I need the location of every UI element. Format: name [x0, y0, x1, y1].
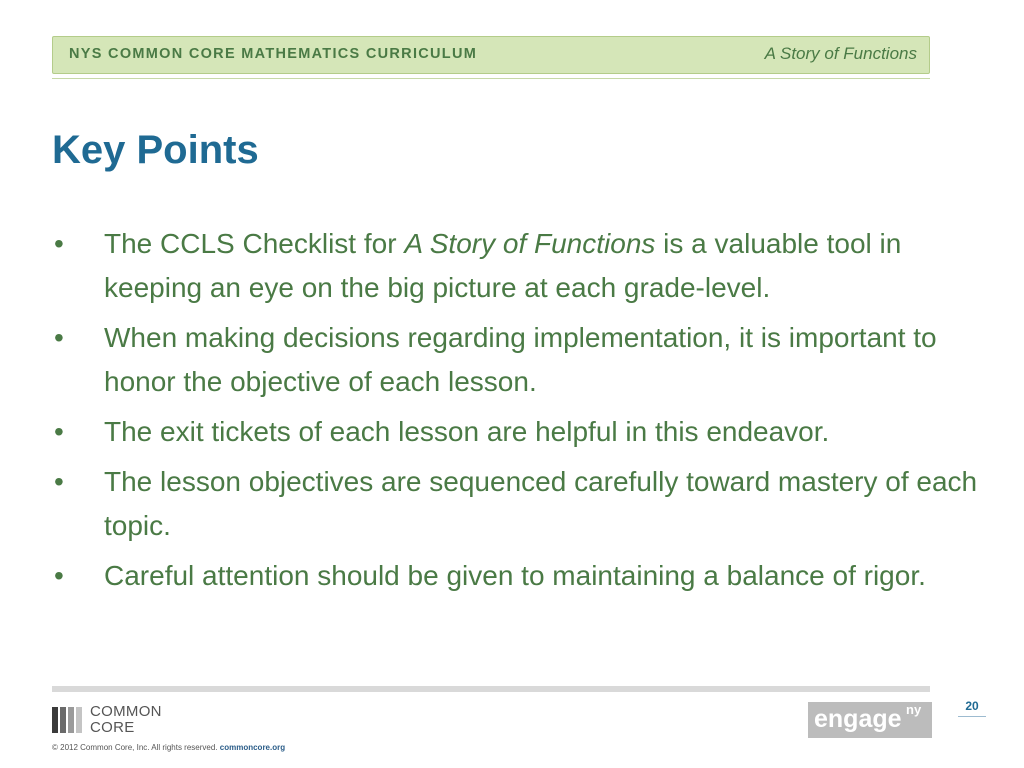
- bullet-item: [52, 222, 992, 310]
- engage-ny-superscript: ny: [906, 702, 922, 717]
- page-number-underline: [958, 716, 986, 717]
- bullet-text-start: The CCLS Checklist for: [104, 228, 405, 259]
- engage-ny-logo: [808, 702, 932, 738]
- bullet-text: When making decisions regarding implementation, it is important to honor the objective of each lesson.: [104, 322, 937, 397]
- bullet-text: The lesson objectives are sequenced carefully toward mastery of each topic.: [104, 466, 978, 541]
- header-divider: [52, 78, 930, 79]
- copyright-notice: [52, 743, 285, 752]
- footer-divider: [52, 686, 930, 692]
- copyright-link[interactable]: commoncore.org: [219, 743, 286, 752]
- bullet-text: The exit tickets of each lesson are helpful in this endeavor.: [104, 416, 830, 447]
- common-core-wordmark: [90, 704, 162, 736]
- logo-line-1: COMMON: [90, 703, 162, 720]
- common-core-bars-icon: [52, 707, 84, 733]
- copyright-text: © 2012 Common Core, Inc. All rights reserved.: [52, 743, 218, 752]
- series-label: A Story of Functions: [764, 44, 917, 63]
- bullet-marker: •: [54, 322, 64, 353]
- bullet-text-italic: A Story of Functions: [404, 228, 656, 259]
- slide-title: Key Points: [52, 128, 259, 172]
- bullet-marker: •: [54, 466, 64, 497]
- bullet-item: [52, 410, 992, 454]
- bullet-item: [52, 460, 992, 548]
- bullet-marker: •: [54, 416, 64, 447]
- engage-wordmark: engage: [814, 705, 902, 733]
- page-number: 20: [965, 699, 979, 713]
- curriculum-label: NYS COMMON CORE MATHEMATICS CURRICULUM: [69, 46, 478, 62]
- bullet-marker: •: [54, 560, 64, 591]
- bullet-text-end: is a valuable tool in keeping an eye on the big picture at each grade-level.: [104, 228, 902, 303]
- bullet-text: Careful attention should be given to maintaining a balance of rigor.: [104, 560, 926, 591]
- bullet-item: [52, 316, 992, 404]
- bullet-item: [52, 554, 992, 598]
- key-points-list: [52, 222, 992, 604]
- logo-line-2: CORE: [90, 719, 135, 736]
- curriculum-header-bar: [52, 36, 930, 74]
- bullet-marker: •: [54, 228, 64, 259]
